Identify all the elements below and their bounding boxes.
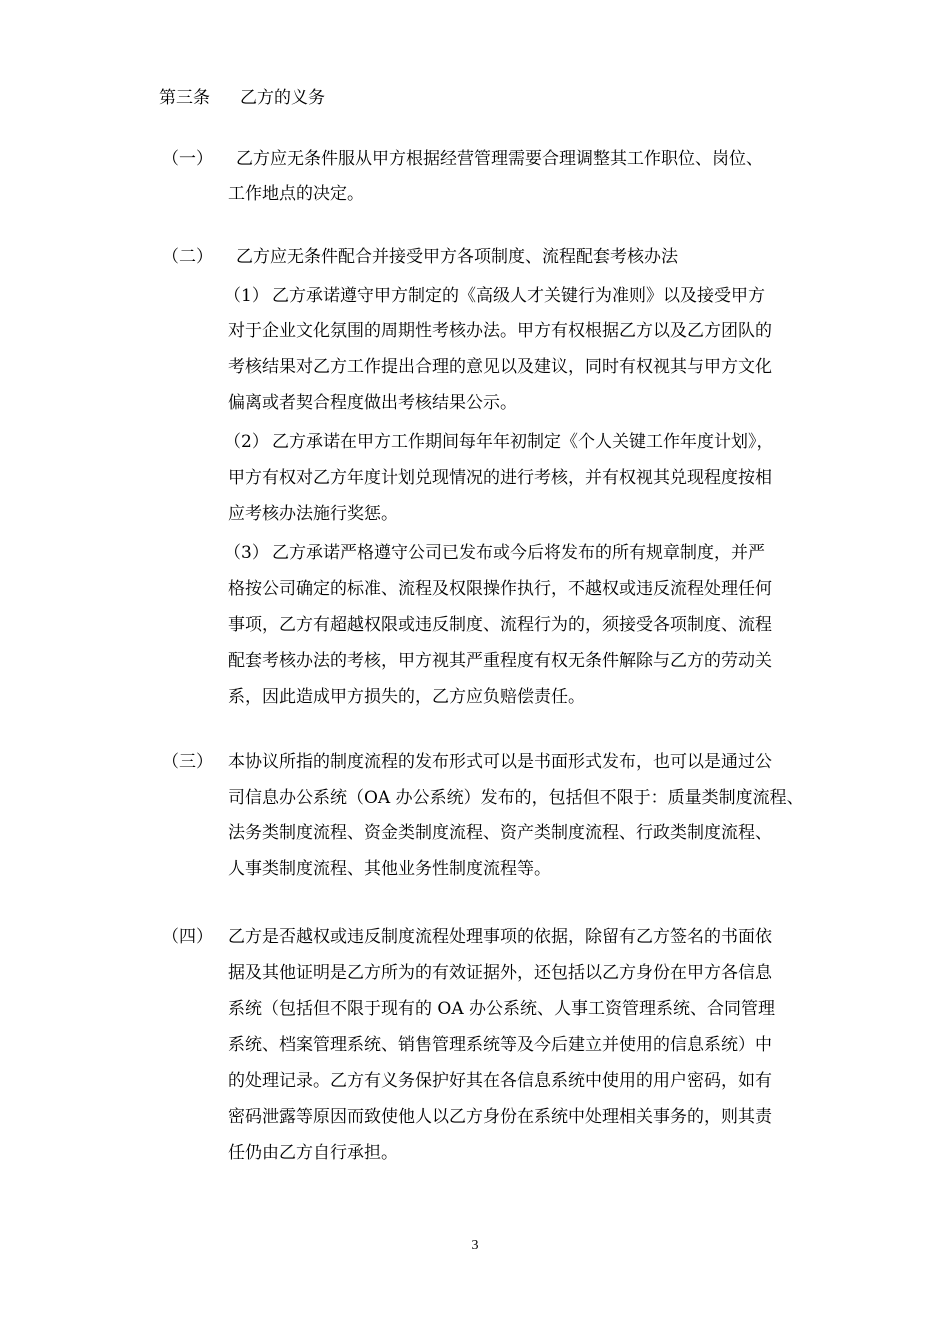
item-1-line: 考核结果对乙方工作提出合理的意见以及建议，同时有权视其与甲方文化 — [228, 357, 772, 377]
item-3-line: 格按公司确定的标准、流程及权限操作执行，不越权或违反流程处理任何 — [228, 579, 772, 599]
item-3-line: 乙方承诺严格遵守公司已发布或今后将发布的所有规章制度，并严 — [272, 543, 765, 563]
clause-4-line: 乙方是否越权或违反制度流程处理事项的依据，除留有乙方签名的书面依 — [228, 927, 772, 947]
clause-1-line: 工作地点的决定。 — [228, 184, 364, 204]
clause-4-line: 据及其他证明是乙方所为的有效证据外，还包括以乙方身份在甲方各信息 — [228, 963, 772, 983]
clause-2-marker: （二） — [162, 247, 213, 267]
item-3-marker: （3） — [224, 543, 269, 563]
clause-4-line: 密码泄露等原因而致使他人以乙方身份在系统中处理相关事务的，则其责 — [228, 1107, 772, 1127]
clause-3-line: 本协议所指的制度流程的发布形式可以是书面形式发布，也可以是通过公 — [228, 752, 772, 772]
item-1-line: 乙方承诺遵守甲方制定的《高级人才关键行为准则》以及接受甲方 — [272, 286, 765, 306]
clause-3-line: 法务类制度流程、资金类制度流程、资产类制度流程、行政类制度流程、 — [228, 823, 772, 843]
item-2-marker: （2） — [224, 432, 269, 452]
page-number: 3 — [471, 1238, 479, 1253]
item-3-line: 配套考核办法的考核，甲方视其严重程度有权无条件解除与乙方的劳动关 — [228, 651, 772, 671]
item-1-line: 偏离或者契合程度做出考核结果公示。 — [228, 393, 517, 413]
article-title: 乙方的义务 — [240, 88, 325, 108]
clause-4-line: 的处理记录。乙方有义务保护好其在各信息系统中使用的用户密码，如有 — [228, 1071, 772, 1091]
clause-4-line: 系统、档案管理系统、销售管理系统等及今后建立并使用的信息系统）中 — [228, 1035, 772, 1055]
clause-4-marker: （四） — [162, 927, 213, 947]
item-2-line: 甲方有权对乙方年度计划兑现情况的进行考核，并有权视其兑现程度按相 — [228, 468, 772, 488]
clause-3-line: 司信息办公系统（OA 办公系统）发布的，包括但不限于：质量类制度流程、 — [228, 788, 804, 808]
article-heading: 第三条 — [159, 88, 210, 108]
item-3-line: 事项，乙方有超越权限或违反制度、流程行为的，须接受各项制度、流程 — [228, 615, 772, 635]
clause-3-marker: （三） — [162, 752, 213, 772]
clause-4-line: 系统（包括但不限于现有的 OA 办公系统、人事工资管理系统、合同管理 — [228, 999, 776, 1019]
clause-1-marker: （一） — [162, 149, 213, 169]
item-2-line: 乙方承诺在甲方工作期间每年年初制定《个人关键工作年度计划》， — [272, 432, 774, 452]
clause-3-line: 人事类制度流程、其他业务性制度流程等。 — [228, 859, 551, 879]
clause-1-line: 乙方应无条件服从甲方根据经营管理需要合理调整其工作职位、岗位、 — [236, 149, 763, 169]
item-3-line: 系，因此造成甲方损失的，乙方应负赔偿责任。 — [228, 687, 585, 707]
item-1-line: 对于企业文化氛围的周期性考核办法。甲方有权根据乙方以及乙方团队的 — [228, 321, 772, 341]
item-1-marker: （1） — [224, 286, 269, 306]
item-2-line: 应考核办法施行奖惩。 — [228, 504, 398, 524]
clause-2-intro: 乙方应无条件配合并接受甲方各项制度、流程配套考核办法 — [236, 247, 678, 267]
clause-4-line: 任仍由乙方自行承担。 — [228, 1143, 398, 1163]
